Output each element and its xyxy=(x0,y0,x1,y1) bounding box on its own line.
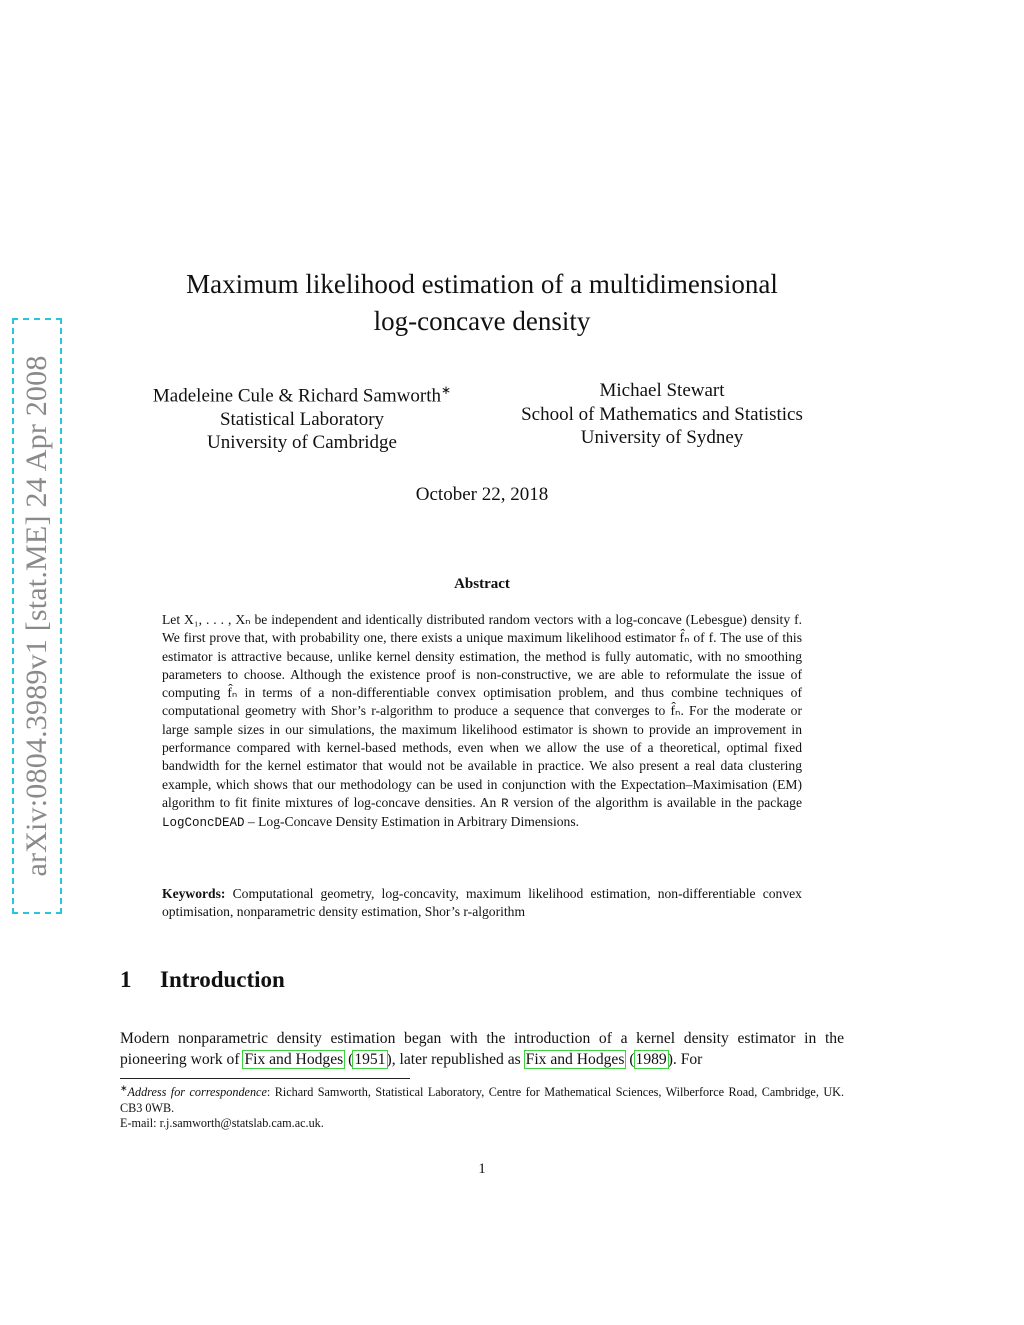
intro-paragraph xyxy=(120,1029,844,1070)
author-dept-right: School of Mathematics and Statistics xyxy=(521,403,803,425)
citation-link[interactable]: Fix and Hodges xyxy=(244,1050,344,1068)
cite-paren: ( xyxy=(629,1050,635,1068)
author-inst-left: University of Cambridge xyxy=(207,432,397,454)
abstract-text-3: – Log-Concave Density Estimation in Arbitrary Dimensions. xyxy=(247,814,580,830)
author-dept-left: Statistical Laboratory xyxy=(219,408,385,430)
r-code: R xyxy=(501,796,509,811)
citation-link[interactable]: Fix and Hodges xyxy=(525,1050,625,1068)
author-names-left: Madeleine Cule & Richard Samworth∗ xyxy=(152,383,452,407)
section-heading xyxy=(120,967,285,993)
cite-paren: ( xyxy=(348,1050,354,1068)
keywords-label: Keywords: xyxy=(162,886,226,901)
author-names-right: Michael Stewart xyxy=(599,380,725,401)
keywords-text: Computational geometry, log-concavity, maximum likelihood estimation, non-differentiable convex optimisation, nonparametric density estimation, Shor’s r-algorithm xyxy=(162,886,802,920)
citation-year-link[interactable]: 1951 xyxy=(354,1050,386,1068)
footnote-label: Address for correspondence xyxy=(127,1085,267,1100)
keywords xyxy=(162,885,802,922)
abstract-body xyxy=(162,611,802,833)
footnote-email: E-mail: r.j.samworth@statslab.cam.ac.uk. xyxy=(120,1116,324,1131)
intro-text: Modern nonparametric density estimation began with the introduction of a kernel density estimator in the pioneering work of xyxy=(120,1030,844,1068)
intro-text: ), later republished as xyxy=(386,1050,521,1068)
package-name: LogConcDEAD xyxy=(162,816,245,831)
paper-date: October 22, 2018 xyxy=(415,484,549,505)
section-number: 1 xyxy=(120,967,132,992)
abstract-text-2: version of the algorithm is available in the package xyxy=(513,794,802,810)
arxiv-stamp: arXiv:0804.3989v1 [stat.ME] 24 Apr 2008 xyxy=(20,355,53,877)
citation-year-link[interactable]: 1989 xyxy=(635,1050,667,1068)
title-line-2: log-concave density xyxy=(373,306,591,336)
title-line-1: Maximum likelihood estimation of a multidimensional xyxy=(186,269,778,299)
footnote-marker: ∗ xyxy=(441,383,452,397)
footnote-mark: ∗ xyxy=(120,1083,128,1093)
paper-title xyxy=(120,266,844,340)
footnote-rule xyxy=(120,1078,410,1079)
author-block-right xyxy=(484,379,840,450)
abstract-heading: Abstract xyxy=(454,576,510,592)
author-block-left xyxy=(120,379,484,455)
section-title: Introduction xyxy=(160,967,285,992)
abstract-text: Let X₁, . . . , Xₙ be independent and identically distributed random vectors with a log-concave (Lebesgue) density f. We first prove that, with probability one, there exists a unique maximum likelihood estimator f̂ₙ of f. The use of this estimator is attractive because, unlike kernel density estimation, the method is fully automatic, with no smoothing parameters to choose. Although the existence proof is non-constructive, we are able to reformulate the issue of computing f̂ₙ in terms of a non-differentiable convex optimisation problem, and thus combine techniques of computational geometry with Shor’s r-algorithm to produce a sequence that converges to f̂ₙ. For the moderate or large sample sizes in our simulations, the maximum likelihood estimator is shown to provide an improvement in performance compared with kernel-based methods, even when we allow the use of a theoretical, optimal fixed bandwidth for the kernel estimator that would not be available in practice. We also present a real data clustering example, which shows that our methodology can be used in conjunction with the Expectation–Maximisation (EM) algorithm to fit finite mixtures of log-concave densities. An xyxy=(162,612,802,810)
page-number: 1 xyxy=(478,1161,486,1177)
footnote xyxy=(120,1081,844,1132)
intro-text: ). For xyxy=(667,1050,703,1068)
author-inst-right: University of Sydney xyxy=(580,427,744,448)
footnote-text: : Richard Samworth, Statistical Laboratory, Centre for Mathematical Sciences, Wilberforce Road, Cambridge, UK. CB3 0WB. xyxy=(120,1085,844,1115)
